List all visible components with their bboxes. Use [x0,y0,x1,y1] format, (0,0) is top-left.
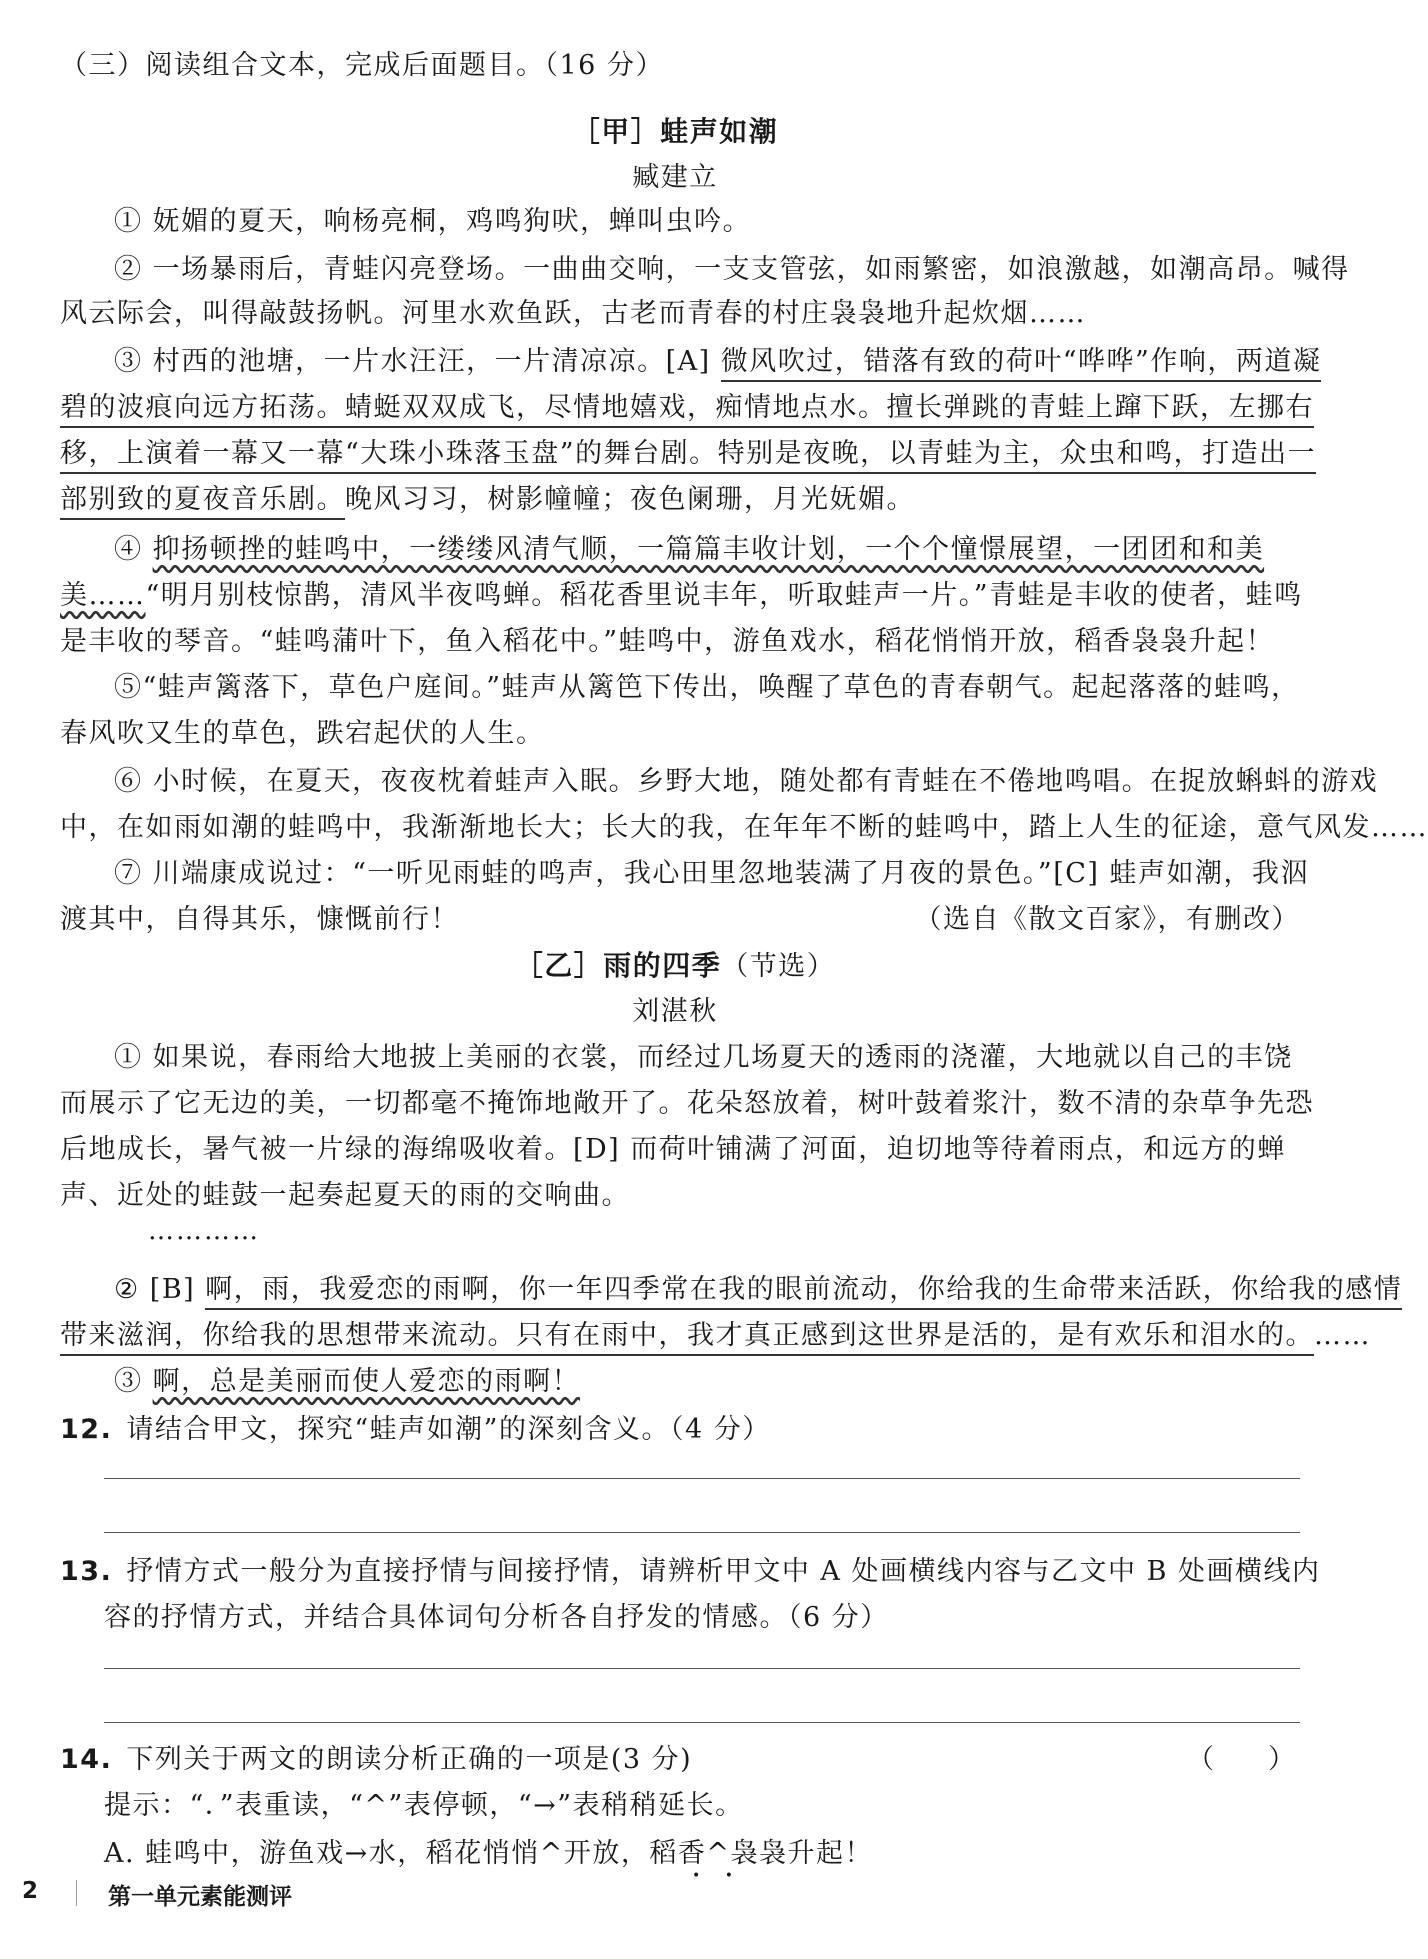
underline-a-part-2: 碧的波痕向远方拓荡。蜻蜓双双成飞，尽情地嬉戏，痴情地点水。擅长弹跳的青蛙上蹿下跃，左挪右 [60,392,1314,428]
text-a-para-5-line-2: 春风吹又生的草色，跌宕起伏的人生。 [60,718,545,749]
question-14-hint: 提示：“．”表重读，“^”表停顿，“→”表稍稍延长。 [104,1790,744,1821]
underline-b-part-2: 带来滋润，你给我的思想带来流动。只有在雨中，我才真正感到这世界是活的，是有欢乐和泪水的。 [60,1320,1314,1356]
text-a-para-7-line-1: ⑦ 川端康成说过：“一听见雨蛙的鸣声，我心田里忽地装满了月夜的景色。”[C] 蛙声如潮，我泅 [114,858,1309,889]
answer-line-12-1[interactable] [104,1478,1300,1479]
text-a-para-4-line-2 [60,574,1303,618]
question-14 [60,1738,1300,1782]
text-b-para-2-marker: ② [B] [114,1274,206,1305]
question-13-number: 13. [60,1556,113,1587]
text-a-para-5-line-1: ⑤“蛙声篱落下，草色户庭间。”蛙声从篱笆下传出，唤醒了草色的青春朝气。起起落落的蛙鸣， [114,672,1300,703]
text-a-para-4-line-1 [114,528,1300,572]
question-12-number: 12. [60,1414,113,1445]
text-a-para-3-line-3 [60,432,1317,476]
text-b-author: 刘湛秋 [632,996,718,1027]
question-12 [60,1408,1300,1452]
wavy-line-b: 啊，总是美丽而使人爱恋的雨啊！ [152,1366,581,1397]
text-b-para-2-end: …… [1314,1320,1371,1351]
text-a-para-4-marker: ④ [114,534,153,565]
answer-bracket[interactable]: （ ） [1187,1744,1295,1775]
answer-line-13-2[interactable] [104,1722,1300,1723]
text-a-title: ［甲］蛙声如潮 [571,115,779,148]
text-a-para-7-line-2: 渡其中，自得其乐，慷慨前行！ [60,904,459,935]
text-b-para-3-marker: ③ [114,1366,153,1397]
text-b-title-line [0,944,1350,989]
section-header: （三）阅读组合文本，完成后面题目。（16 分） [60,50,664,81]
question-13-line-1 [60,1550,1321,1594]
underline-a-part-1: 微风吹过，错落有致的荷叶“哗哗”作响，两道凝 [721,346,1322,382]
text-b-para-1-line-1: ① 如果说，春雨给大地披上美丽的衣裳，而经过几场夏天的透雨的浇灌，大地就以自己的丰饶 [114,1042,1293,1073]
omission-dots: ………… [148,1216,260,1246]
text-b-para-1-line-4: 声、近处的蛙鼓一起奏起夏天的雨的交响曲。 [60,1180,630,1211]
text-a-para-2-line-2: 风云际会，叫得敲鼓扬帆。河里水欢鱼跃，古老而青春的村庄袅袅地升起炊烟…… [60,298,1086,329]
text-a-para-4-quote: “明月别枝惊鹊，清风半夜鸣蝉。稻花香里说丰年，听取蛙声一片。”青蛙是丰收的使者，蛙鸣 [145,580,1303,611]
answer-line-13-1[interactable] [104,1668,1300,1669]
text-a-para-3-line-4 [60,478,1300,522]
question-13-line-2: 容的抒情方式，并结合具体词句分析各自抒发的情感。（6 分） [104,1602,889,1633]
underline-a-part-3: 移，上演着一幕又一幕“大珠小珠落玉盘”的舞台剧。特别是夜晚，以青蛙为主，众虫和鸣，打造出一 [60,438,1316,474]
page-number: 2 [22,1878,39,1904]
text-b-para-2-line-2 [60,1314,1371,1358]
text-a-para-2-line-1: ② 一场暴雨后，青蛙闪亮登场。一曲曲交响，一支支管弦，如雨繁密，如浪激越，如潮高昂。喊得 [114,254,1350,285]
text-a-para-3-start: ③ 村西的池塘，一片水汪汪，一片清凉凉。[A] [114,346,721,377]
text-b-para-1-line-2: 而展示了它无边的美，一切都毫不掩饰地敞开了。花朵怒放着，树叶鼓着浆汁，数不清的杂草争先恐 [60,1088,1314,1119]
underline-a-part-4: 部别致的夏夜音乐剧。 [60,484,345,520]
text-b-para-3 [114,1360,1300,1404]
text-a-para-3-end: 晚风习习，树影幢幢；夜色阑珊，月光妩媚。 [345,484,915,515]
text-a-para-6-line-1: ⑥ 小时候，在夏天，夜夜枕着蛙声入眠。乡野大地，随处都有青蛙在不倦地鸣唱。在捉放蝌蚪的游戏 [114,766,1379,797]
stress-dots: • • [692,1868,743,1884]
text-a-para-1: ① 妩媚的夏天，响杨亮桐，鸡鸣狗吠，蝉叫虫吟。 [114,206,752,237]
question-14-number: 14. [60,1744,113,1775]
text-a-para-4-line-3: 是丰收的琴音。“蛙鸣蒲叶下，鱼入稻花中。”蛙鸣中，游鱼戏水，稻花悄悄开放，稻香袅袅升起！ [60,626,1275,657]
wavy-line-part-1: 抑扬顿挫的蛙鸣中，一缕缕风清气顺，一篇篇丰收计划，一个个憧憬展望，一团团和和美 [152,534,1265,565]
text-b-para-1-line-3: 后地成长，暑气被一片绿的海绵吸收着。[D] 而荷叶铺满了河面，迫切地等待着雨点，和远方的蝉 [60,1134,1286,1165]
text-a-author: 臧建立 [632,162,718,193]
text-a-para-3-line-2 [60,386,1314,430]
text-b-title-note: （节选） [721,951,836,982]
question-12-text: 请结合甲文，探究“蛙声如潮”的深刻含义。（4 分） [126,1414,771,1445]
footer-divider [76,1880,77,1906]
text-a-para-6-line-2: 中，在如雨如潮的蛙鸣中，我渐渐地长大；长大的我，在年年不断的蛙鸣中，踏上人生的征途，意气风发…… [60,812,1428,843]
text-b-para-2-line-1 [114,1268,1403,1312]
answer-line-12-2[interactable] [104,1532,1300,1533]
text-b-title: ［乙］雨的四季 [514,949,722,982]
option-a[interactable]: A. 蛙鸣中，游鱼戏→水，稻花悄悄^开放，稻香^袅袅升起！ [104,1838,874,1869]
text-a-para-3-line-1 [114,340,1322,384]
wavy-line-part-2: 美…… [60,580,146,611]
footer-title: 第一单元素能测评 [108,1884,292,1910]
question-14-text: 下列关于两文的朗读分析正确的一项是(3 分) [126,1744,693,1775]
text-a-source: （选自《散文百家》，有删改） [914,904,1300,935]
underline-b-part-1: 啊，雨，我爱恋的雨啊，你一年四季常在我的眼前流动，你给我的生命带来活跃，你给我的感情 [205,1274,1402,1310]
question-13-text-1: 抒情方式一般分为直接抒情与间接抒情，请辨析甲文中 A 处画横线内容与乙文中 B 处画横线内 [126,1556,1321,1587]
